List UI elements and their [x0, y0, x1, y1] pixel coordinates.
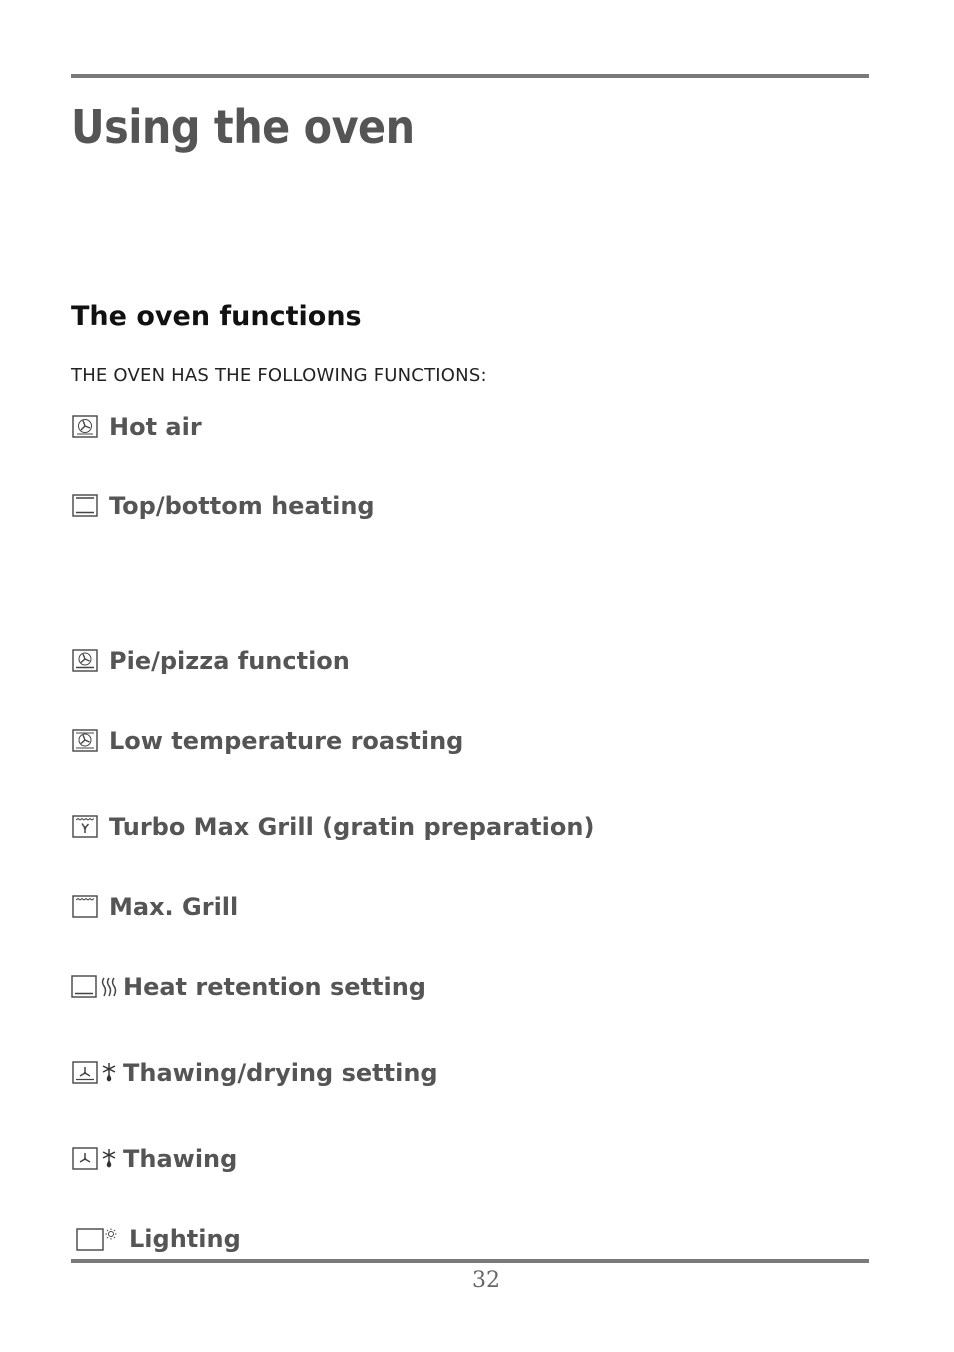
function-item-pie-pizza	[71, 644, 350, 678]
snowflake-drop-icon	[99, 1147, 119, 1171]
oven-bottom-heat-icon	[71, 975, 99, 999]
top-bottom-heat-icon	[71, 494, 99, 518]
function-label: Thawing	[123, 1145, 238, 1173]
pizza-function-icon	[71, 649, 99, 673]
function-label: Heat retention setting	[123, 973, 426, 1001]
function-item-thawing-drying	[71, 1056, 438, 1090]
bottom-rule	[71, 1259, 869, 1263]
function-label: Turbo Max Grill (gratin preparation)	[109, 813, 595, 841]
function-label: Hot air	[109, 413, 202, 441]
turbo-grill-icon	[71, 815, 99, 839]
function-item-top-bottom-heating	[71, 489, 375, 523]
page-number: 32	[472, 1268, 500, 1293]
function-label: Low temperature roasting	[109, 727, 464, 755]
function-item-thawing	[71, 1142, 237, 1176]
low-temp-roast-icon	[71, 729, 99, 753]
function-label: Thawing/drying setting	[123, 1059, 438, 1087]
top-rule	[71, 74, 869, 78]
section-heading: The oven functions	[71, 301, 362, 332]
intro-text: THE OVEN HAS THE FOLLOWING FUNCTIONS:	[71, 365, 487, 386]
thaw-dry-icon	[71, 1061, 99, 1085]
function-item-max-grill	[71, 890, 238, 924]
lamp-icon	[71, 1226, 119, 1252]
page-title: Using the oven	[71, 100, 415, 154]
function-label: Lighting	[129, 1225, 241, 1253]
function-item-hot-air	[71, 410, 202, 444]
function-label: Max. Grill	[109, 893, 239, 921]
heat-retention-icon	[99, 975, 119, 999]
max-grill-icon	[71, 895, 99, 919]
function-item-low-temp-roasting	[71, 724, 463, 758]
function-label: Top/bottom heating	[109, 492, 375, 520]
function-label: Pie/pizza function	[109, 647, 350, 675]
function-item-heat-retention	[71, 970, 426, 1004]
function-item-lighting	[71, 1222, 241, 1256]
function-item-turbo-max-grill	[71, 810, 594, 844]
thaw-icon	[71, 1147, 99, 1171]
snowflake-drop-icon	[99, 1061, 119, 1085]
fan-icon	[71, 415, 99, 439]
